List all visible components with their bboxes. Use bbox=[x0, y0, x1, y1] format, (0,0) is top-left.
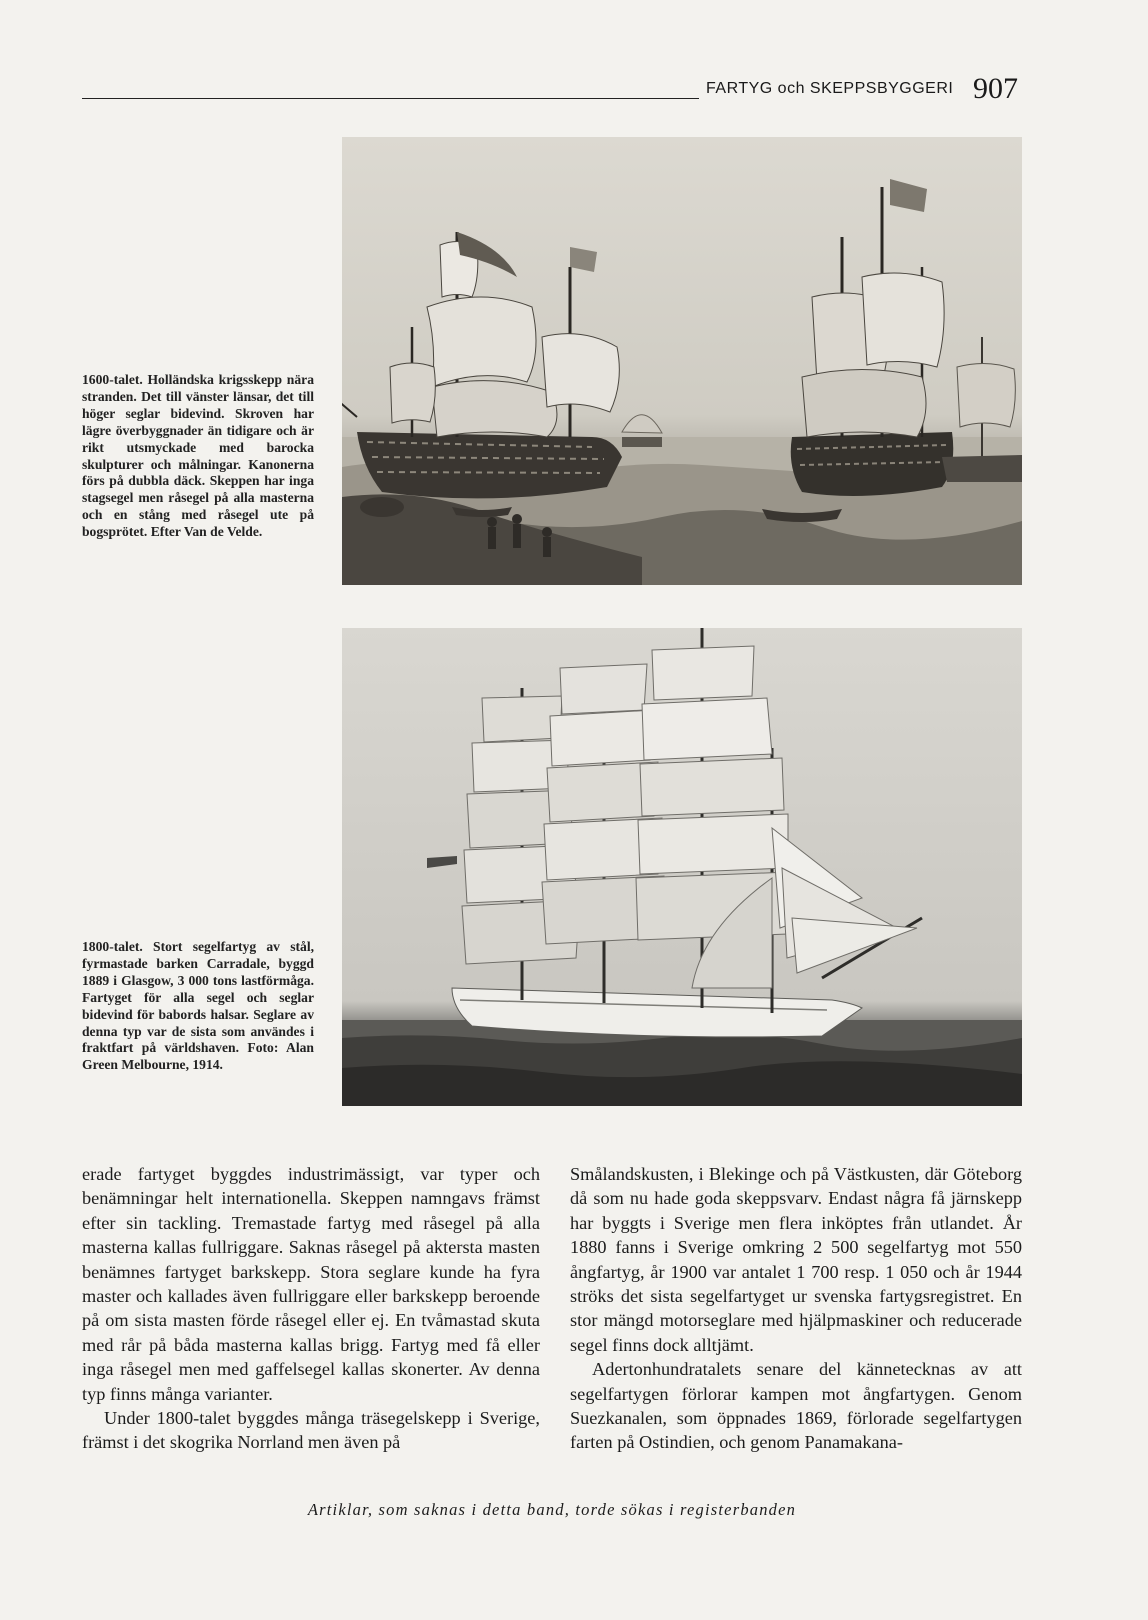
running-head: FARTYG och SKEPPSBYGGERI bbox=[706, 80, 954, 97]
four-masted-barque-photo bbox=[342, 628, 1022, 1106]
figure-caption-1600s: 1600-talet. Holländska krigsskepp nära stranden. Det till vänster länsar, det till höger seglar bidevind. Skroven har lägre överbyggnader än tidigare och är rikt utsmyckade med barocka skulpturer och målningar. Kanonerna förs på dubbla däck. Skeppen har inga stagsegel men råsegel på alla masterna och en stång med råsegel ute på bogsprötet. Efter Van de Velde. bbox=[82, 372, 314, 540]
page-number: 907 bbox=[973, 72, 1018, 105]
body-paragraph: Adertonhundratalets senare del kännetecknas av att segelfartygen förlorar kampen mot ångfartygen. Genom Suezkanalen, som öppnades 1869, förlorade segelfartygen farten på Ostindien, och genom Panamakana- bbox=[570, 1359, 1022, 1453]
dutch-warships-illustration bbox=[342, 137, 1022, 585]
figure-dutch-warships bbox=[342, 137, 1022, 585]
figure-caption-1800s: 1800-talet. Stort segelfartyg av stål, fyrmastade barken Carradale, byggd 1889 i Glasgow, 3 000 tons lastförmåga. Fartyget för alla segel och seglar bidevind för babords halsar. Seglare av denna typ var de sista som användes i fraktfart på världshaven. Foto: Alan Green Melbourne, 1914. bbox=[82, 939, 314, 1073]
body-paragraph: Under 1800-talet byggdes många träsegelskepp i Sverige, främst i det skogrika Norrland men även på bbox=[82, 1408, 540, 1453]
body-paragraph: Smålandskusten, i Blekinge och på Västkusten, där Göteborg då som nu hade goda skeppsvarv. Endast några få järnskepp har byggts i Sverige men flera inköptes från utlandet. År 1880 fanns i Sverige omkring 2 500 segelfartyg mot 550 ångfartyg, år 1900 var antalet 1 700 resp. 1 050 och år 1944 ströks det sista segelfartyget ur svenska fartygsregistret. En stor mängd motorseglare med hjälpmaskiner och reducerade segel finns dock alltjämt. bbox=[570, 1164, 1022, 1355]
body-paragraph: erade fartyget byggdes industrimässigt, var typer och benämningar helt internationella. Skeppen namngavs främst efter sin tackling. Tremastade fartyg med råsegel på alla masterna kallas fullriggare. Saknas råsegel på aktersta masten benämnes fartyget barkskepp. Stora seglare kunde ha fyra master och kallades även fullriggare eller barkskepp beroende på om sista masten förde råsegel eller ej. En tvåmastad skuta med rår på båda masterna kallas brigg. Fartyg med få eller inga råsegel men med gaffelsegel kallas skonerter. Av denna typ finns många varianter. bbox=[82, 1164, 540, 1404]
header-rule bbox=[82, 98, 699, 99]
figure-four-masted-barque bbox=[342, 628, 1022, 1106]
body-column-left bbox=[82, 1162, 540, 1455]
footer-note: Artiklar, som saknas i detta band, torde sökas i registerbanden bbox=[307, 1500, 797, 1519]
body-column-right bbox=[570, 1162, 1022, 1455]
